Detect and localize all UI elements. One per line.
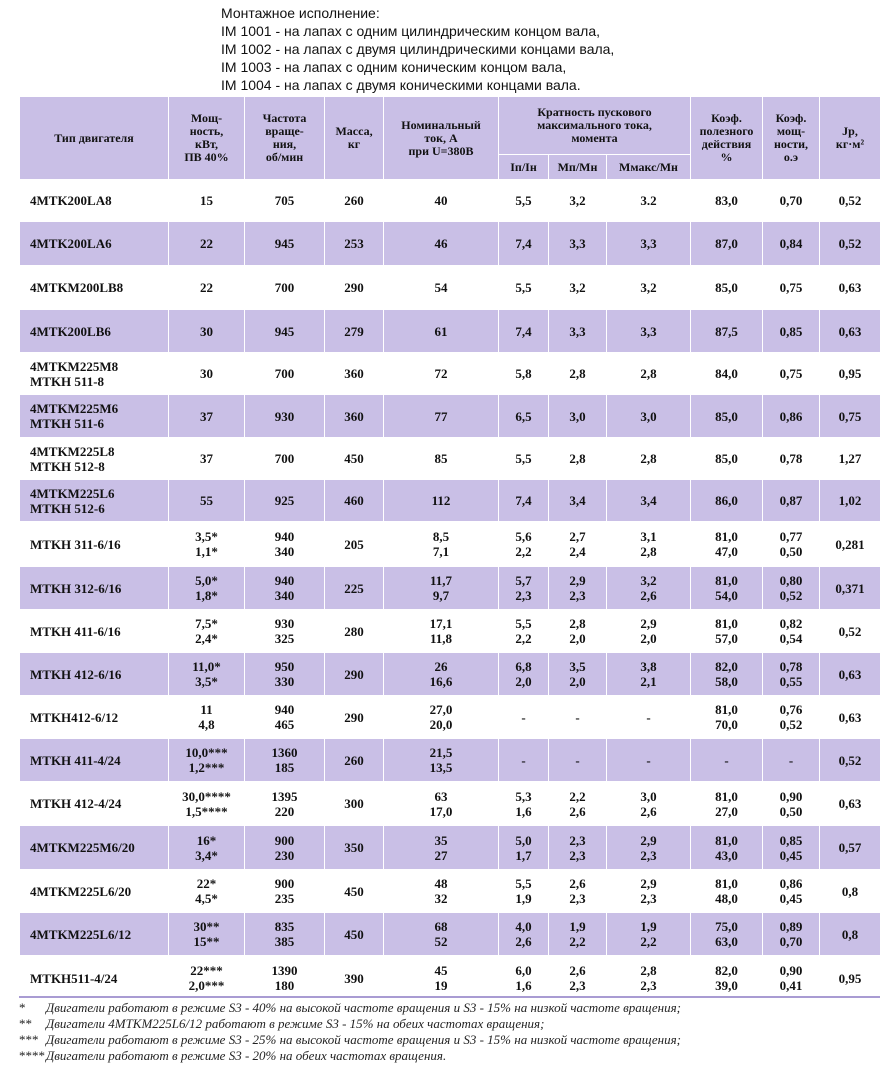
cell-type: MTKH 312-6/16: [20, 567, 169, 610]
cell-mp: 2,8: [549, 438, 607, 480]
table-body: [20, 180, 881, 1001]
cell-ip: 5,5: [499, 266, 549, 310]
header-mass: Масса, кг: [325, 97, 384, 180]
cell-mmax: 2,9 2,3: [607, 826, 691, 870]
cell-speed: 930: [245, 395, 325, 438]
cell-power: 3,5* 1,1*: [169, 522, 245, 567]
cell-mass: 350: [325, 826, 384, 870]
footnote-mark: **: [19, 1016, 32, 1031]
cell-efficiency: 75,0 63,0: [691, 913, 763, 956]
cell-mass: 290: [325, 696, 384, 739]
table-row: [20, 610, 881, 653]
cell-power-factor: 0,85: [763, 310, 820, 353]
cell-current: 11,7 9,7: [384, 567, 499, 610]
cell-current: 26 16,6: [384, 653, 499, 696]
cell-power-factor: 0,86 0,45: [763, 870, 820, 913]
cell-speed: 900 230: [245, 826, 325, 870]
cell-power: 22*** 2,0***: [169, 956, 245, 1001]
cell-power: 22: [169, 222, 245, 266]
cell-jp: 0,63: [820, 310, 881, 353]
cell-mass: 279: [325, 310, 384, 353]
cell-current: 68 52: [384, 913, 499, 956]
cell-power: 5,0* 1,8*: [169, 567, 245, 610]
cell-speed: 1395 220: [245, 782, 325, 826]
intro-line: Монтажное исполнение:: [221, 5, 380, 21]
cell-speed: 945: [245, 222, 325, 266]
cell-mmax: 3,4: [607, 480, 691, 522]
cell-current: 21,5 13,5: [384, 739, 499, 782]
cell-jp: 1,02: [820, 480, 881, 522]
cell-mmax: 2,9 2,0: [607, 610, 691, 653]
cell-power: 16* 3,4*: [169, 826, 245, 870]
cell-ip: 6,0 1,6: [499, 956, 549, 1001]
footnote-mark: *: [19, 1000, 26, 1015]
cell-mmax: -: [607, 739, 691, 782]
table-row: [20, 438, 881, 480]
cell-jp: 0,52: [820, 610, 881, 653]
cell-type: 4MTKM225L6 MTKH 512-6: [20, 480, 169, 522]
table-row: [20, 395, 881, 438]
cell-speed: 940 465: [245, 696, 325, 739]
header-power-factor: Коэф. мощ- ности, о.э: [763, 97, 820, 180]
footnote: [19, 1032, 889, 1048]
cell-type: 4MTKM225M8 MTKH 511-8: [20, 353, 169, 395]
cell-power: 55: [169, 480, 245, 522]
cell-power-factor: 0,78: [763, 438, 820, 480]
cell-current: 35 27: [384, 826, 499, 870]
cell-jp: 0,63: [820, 696, 881, 739]
cell-speed: 700: [245, 353, 325, 395]
footnote: [19, 1016, 889, 1032]
cell-mmax: 3,0 2,6: [607, 782, 691, 826]
cell-mmax: 3,0: [607, 395, 691, 438]
cell-mp: -: [549, 696, 607, 739]
cell-power-factor: 0,82 0,54: [763, 610, 820, 653]
cell-power-factor: 0,86: [763, 395, 820, 438]
cell-power: 7,5* 2,4*: [169, 610, 245, 653]
cell-mp: 2,2 2,6: [549, 782, 607, 826]
cell-jp: 0,52: [820, 222, 881, 266]
cell-mmax: 3,8 2,1: [607, 653, 691, 696]
cell-jp: 0,57: [820, 826, 881, 870]
cell-efficiency: 81,0 47,0: [691, 522, 763, 567]
cell-mass: 253: [325, 222, 384, 266]
table-row: [20, 522, 881, 567]
table-row: [20, 826, 881, 870]
cell-current: 8,5 7,1: [384, 522, 499, 567]
cell-speed: 700: [245, 438, 325, 480]
cell-power-factor: 0,90 0,50: [763, 782, 820, 826]
cell-type: 4MTKM225L8 MTKH 512-8: [20, 438, 169, 480]
cell-current: 63 17,0: [384, 782, 499, 826]
cell-efficiency: 81,0 43,0: [691, 826, 763, 870]
cell-power: 11 4,8: [169, 696, 245, 739]
header-speed: Частота враще- ния, об/мин: [245, 97, 325, 180]
cell-ip: 4,0 2,6: [499, 913, 549, 956]
cell-jp: 0,75: [820, 395, 881, 438]
cell-jp: 0,52: [820, 739, 881, 782]
cell-mass: 205: [325, 522, 384, 567]
intro-line: IM 1001 - на лапах с одним цилиндрическим концом вала,: [221, 23, 600, 39]
cell-mp: 2,7 2,4: [549, 522, 607, 567]
intro-line: IM 1002 - на лапах с двумя цилиндрическими концами вала,: [221, 41, 615, 57]
cell-mp: 3,5 2,0: [549, 653, 607, 696]
cell-mmax: 2,8: [607, 353, 691, 395]
cell-speed: 835 385: [245, 913, 325, 956]
header-ip: Iп/Iн: [499, 155, 549, 180]
cell-efficiency: 83,0: [691, 180, 763, 222]
footnote-mark: ****: [19, 1048, 45, 1063]
cell-type: MTKH511-4/24: [20, 956, 169, 1001]
table-row: [20, 180, 881, 222]
cell-type: 4MTKM200LB8: [20, 266, 169, 310]
cell-mmax: 3,2: [607, 266, 691, 310]
cell-efficiency: 81,0 54,0: [691, 567, 763, 610]
cell-mmax: 3,3: [607, 310, 691, 353]
cell-current: 45 19: [384, 956, 499, 1001]
cell-ip: 5,6 2,2: [499, 522, 549, 567]
cell-type: MTKH 412-4/24: [20, 782, 169, 826]
footnote-text: Двигатели работают в режиме S3 - 20% на обеих частотах вращения.: [46, 1048, 447, 1063]
cell-power: 11,0* 3,5*: [169, 653, 245, 696]
cell-power: 15: [169, 180, 245, 222]
cell-mp: 1,9 2,2: [549, 913, 607, 956]
cell-ip: 6,5: [499, 395, 549, 438]
intro-line: IM 1004 - на лапах с двумя коническими концами вала.: [221, 77, 581, 93]
cell-ip: 5,8: [499, 353, 549, 395]
cell-type: MTKH 311-6/16: [20, 522, 169, 567]
cell-ip: 7,4: [499, 480, 549, 522]
cell-ip: 5,5 1,9: [499, 870, 549, 913]
cell-mass: 260: [325, 739, 384, 782]
cell-jp: 0,8: [820, 913, 881, 956]
cell-mass: 300: [325, 782, 384, 826]
cell-efficiency: 85,0: [691, 266, 763, 310]
cell-efficiency: 85,0: [691, 395, 763, 438]
cell-mp: 3,3: [549, 222, 607, 266]
cell-ip: -: [499, 739, 549, 782]
cell-power-factor: 0,76 0,52: [763, 696, 820, 739]
header-current: Номинальный ток, А при U=380В: [384, 97, 499, 180]
table-row: [20, 956, 881, 1001]
cell-power: 30: [169, 310, 245, 353]
header-efficiency: Коэф. полезного действия %: [691, 97, 763, 180]
cell-jp: 0,63: [820, 653, 881, 696]
cell-jp: 0,95: [820, 956, 881, 1001]
cell-efficiency: -: [691, 739, 763, 782]
cell-mass: 360: [325, 353, 384, 395]
table-row: [20, 696, 881, 739]
cell-mp: 2,8 2,0: [549, 610, 607, 653]
cell-mmax: 3,1 2,8: [607, 522, 691, 567]
cell-mp: 2,8: [549, 353, 607, 395]
cell-efficiency: 82,0 58,0: [691, 653, 763, 696]
cell-mmax: 2,8 2,3: [607, 956, 691, 1001]
cell-power-factor: 0,89 0,70: [763, 913, 820, 956]
cell-power-factor: 0,90 0,41: [763, 956, 820, 1001]
header-mmax: Ммакс/Мн: [607, 155, 691, 180]
cell-mass: 450: [325, 438, 384, 480]
cell-type: 4MTK200LA8: [20, 180, 169, 222]
table-row: [20, 870, 881, 913]
footnote-mark: ***: [19, 1032, 39, 1047]
cell-mmax: 2,9 2,3: [607, 870, 691, 913]
cell-efficiency: 81,0 27,0: [691, 782, 763, 826]
cell-jp: 0,8: [820, 870, 881, 913]
cell-power: 37: [169, 438, 245, 480]
cell-power: 30,0**** 1,5****: [169, 782, 245, 826]
header-jp: Jр, кг·м²: [820, 97, 881, 180]
cell-mass: 290: [325, 653, 384, 696]
cell-ip: -: [499, 696, 549, 739]
cell-mp: 2,3 2,3: [549, 826, 607, 870]
cell-speed: 945: [245, 310, 325, 353]
cell-power: 22: [169, 266, 245, 310]
cell-mmax: 3.2: [607, 180, 691, 222]
cell-efficiency: 85,0: [691, 438, 763, 480]
cell-power-factor: 0,75: [763, 353, 820, 395]
cell-current: 48 32: [384, 870, 499, 913]
cell-mp: 3,3: [549, 310, 607, 353]
cell-ip: 7,4: [499, 310, 549, 353]
cell-current: 40: [384, 180, 499, 222]
cell-current: 77: [384, 395, 499, 438]
header-power: Мощ- ность, кВт, ПВ 40%: [169, 97, 245, 180]
table-row: [20, 266, 881, 310]
cell-ip: 5,5: [499, 180, 549, 222]
cell-power-factor: -: [763, 739, 820, 782]
table-row: [20, 782, 881, 826]
footnotes: [19, 1000, 889, 1064]
cell-mmax: 3,3: [607, 222, 691, 266]
cell-type: MTKH412-6/12: [20, 696, 169, 739]
cell-mp: 3,0: [549, 395, 607, 438]
cell-mmax: 1,9 2,2: [607, 913, 691, 956]
cell-mmax: -: [607, 696, 691, 739]
cell-power-factor: 0,75: [763, 266, 820, 310]
table-row: [20, 739, 881, 782]
cell-power: 10,0*** 1,2***: [169, 739, 245, 782]
cell-current: 61: [384, 310, 499, 353]
cell-type: 4MTK200LB6: [20, 310, 169, 353]
cell-type: MTKH 412-6/16: [20, 653, 169, 696]
cell-power-factor: 0,78 0,55: [763, 653, 820, 696]
cell-speed: 950 330: [245, 653, 325, 696]
table-row: [20, 653, 881, 696]
footnote-text: Двигатели работают в режиме S3 - 25% на высокой частоте вращения и S3 - 15% на низкой частоте вращения;: [46, 1032, 681, 1047]
cell-efficiency: 81,0 48,0: [691, 870, 763, 913]
table-row: [20, 353, 881, 395]
cell-power-factor: 0,70: [763, 180, 820, 222]
cell-jp: 0,371: [820, 567, 881, 610]
cell-efficiency: 82,0 39,0: [691, 956, 763, 1001]
cell-mp: 3,2: [549, 180, 607, 222]
cell-speed: 700: [245, 266, 325, 310]
footnote-text: Двигатели работают в режиме S3 - 40% на высокой частоте вращения и S3 - 15% на низкой частоте вращения;: [46, 1000, 681, 1015]
mounting-intro: [221, 4, 614, 94]
cell-mass: 260: [325, 180, 384, 222]
cell-speed: 930 325: [245, 610, 325, 653]
cell-jp: 0,52: [820, 180, 881, 222]
cell-speed: 940 340: [245, 567, 325, 610]
cell-ip: 5,0 1,7: [499, 826, 549, 870]
cell-mp: 3,4: [549, 480, 607, 522]
cell-type: 4MTKM225M6 MTKH 511-6: [20, 395, 169, 438]
cell-ip: 6,8 2,0: [499, 653, 549, 696]
cell-mp: 2,6 2,3: [549, 956, 607, 1001]
cell-type: 4MTKM225L6/20: [20, 870, 169, 913]
cell-speed: 1360 185: [245, 739, 325, 782]
cell-power: 30: [169, 353, 245, 395]
footnote: [19, 1048, 889, 1064]
cell-mass: 290: [325, 266, 384, 310]
cell-type: MTKH 411-6/16: [20, 610, 169, 653]
cell-power: 22* 4,5*: [169, 870, 245, 913]
cell-speed: 705: [245, 180, 325, 222]
cell-jp: 0,281: [820, 522, 881, 567]
cell-jp: 1,27: [820, 438, 881, 480]
cell-current: 54: [384, 266, 499, 310]
cell-power-factor: 0,85 0,45: [763, 826, 820, 870]
cell-power: 37: [169, 395, 245, 438]
cell-power-factor: 0,80 0,52: [763, 567, 820, 610]
cell-ip: 5,3 1,6: [499, 782, 549, 826]
cell-speed: 925: [245, 480, 325, 522]
cell-speed: 940 340: [245, 522, 325, 567]
cell-efficiency: 87,0: [691, 222, 763, 266]
cell-mass: 390: [325, 956, 384, 1001]
cell-power-factor: 0,84: [763, 222, 820, 266]
table-row: [20, 310, 881, 353]
cell-mass: 450: [325, 870, 384, 913]
table-row: [20, 567, 881, 610]
table-row: [20, 913, 881, 956]
cell-power-factor: 0,77 0,50: [763, 522, 820, 567]
cell-current: 27,0 20,0: [384, 696, 499, 739]
cell-power-factor: 0,87: [763, 480, 820, 522]
cell-jp: 0,95: [820, 353, 881, 395]
intro-line: IM 1003 - на лапах с одним коническим концом вала,: [221, 59, 567, 75]
cell-mp: -: [549, 739, 607, 782]
motor-spec-table: [19, 96, 881, 1001]
table-row: [20, 222, 881, 266]
cell-mass: 225: [325, 567, 384, 610]
cell-mass: 360: [325, 395, 384, 438]
cell-type: 4MTK200LA6: [20, 222, 169, 266]
footnote-text: Двигатели 4MTKM225L6/12 работают в режиме S3 - 15% на обеих частотах вращения;: [46, 1016, 545, 1031]
header-ratio-group: Кратность пускового максимального тока, момента: [499, 97, 691, 155]
cell-efficiency: 86,0: [691, 480, 763, 522]
cell-speed: 1390 180: [245, 956, 325, 1001]
cell-ip: 5,5: [499, 438, 549, 480]
cell-mp: 2,6 2,3: [549, 870, 607, 913]
cell-efficiency: 81,0 70,0: [691, 696, 763, 739]
header-type: Тип двигателя: [20, 97, 169, 180]
cell-mmax: 3,2 2,6: [607, 567, 691, 610]
cell-mp: 3,2: [549, 266, 607, 310]
cell-efficiency: 87,5: [691, 310, 763, 353]
cell-type: MTKH 411-4/24: [20, 739, 169, 782]
header-mp: Мп/Мн: [549, 155, 607, 180]
cell-efficiency: 84,0: [691, 353, 763, 395]
cell-mp: 2,9 2,3: [549, 567, 607, 610]
cell-efficiency: 81,0 57,0: [691, 610, 763, 653]
cell-current: 85: [384, 438, 499, 480]
cell-jp: 0,63: [820, 782, 881, 826]
cell-power: 30** 15**: [169, 913, 245, 956]
cell-current: 72: [384, 353, 499, 395]
cell-mass: 460: [325, 480, 384, 522]
footnote: [19, 1000, 889, 1016]
cell-current: 112: [384, 480, 499, 522]
cell-speed: 900 235: [245, 870, 325, 913]
cell-mass: 280: [325, 610, 384, 653]
cell-jp: 0,63: [820, 266, 881, 310]
cell-ip: 5,5 2,2: [499, 610, 549, 653]
cell-current: 46: [384, 222, 499, 266]
cell-type: 4MTKM225L6/12: [20, 913, 169, 956]
cell-mass: 450: [325, 913, 384, 956]
cell-ip: 5,7 2,3: [499, 567, 549, 610]
table-row: [20, 480, 881, 522]
footnote-divider: [19, 996, 880, 998]
cell-ip: 7,4: [499, 222, 549, 266]
cell-type: 4MTKM225M6/20: [20, 826, 169, 870]
cell-mmax: 2,8: [607, 438, 691, 480]
cell-current: 17,1 11,8: [384, 610, 499, 653]
